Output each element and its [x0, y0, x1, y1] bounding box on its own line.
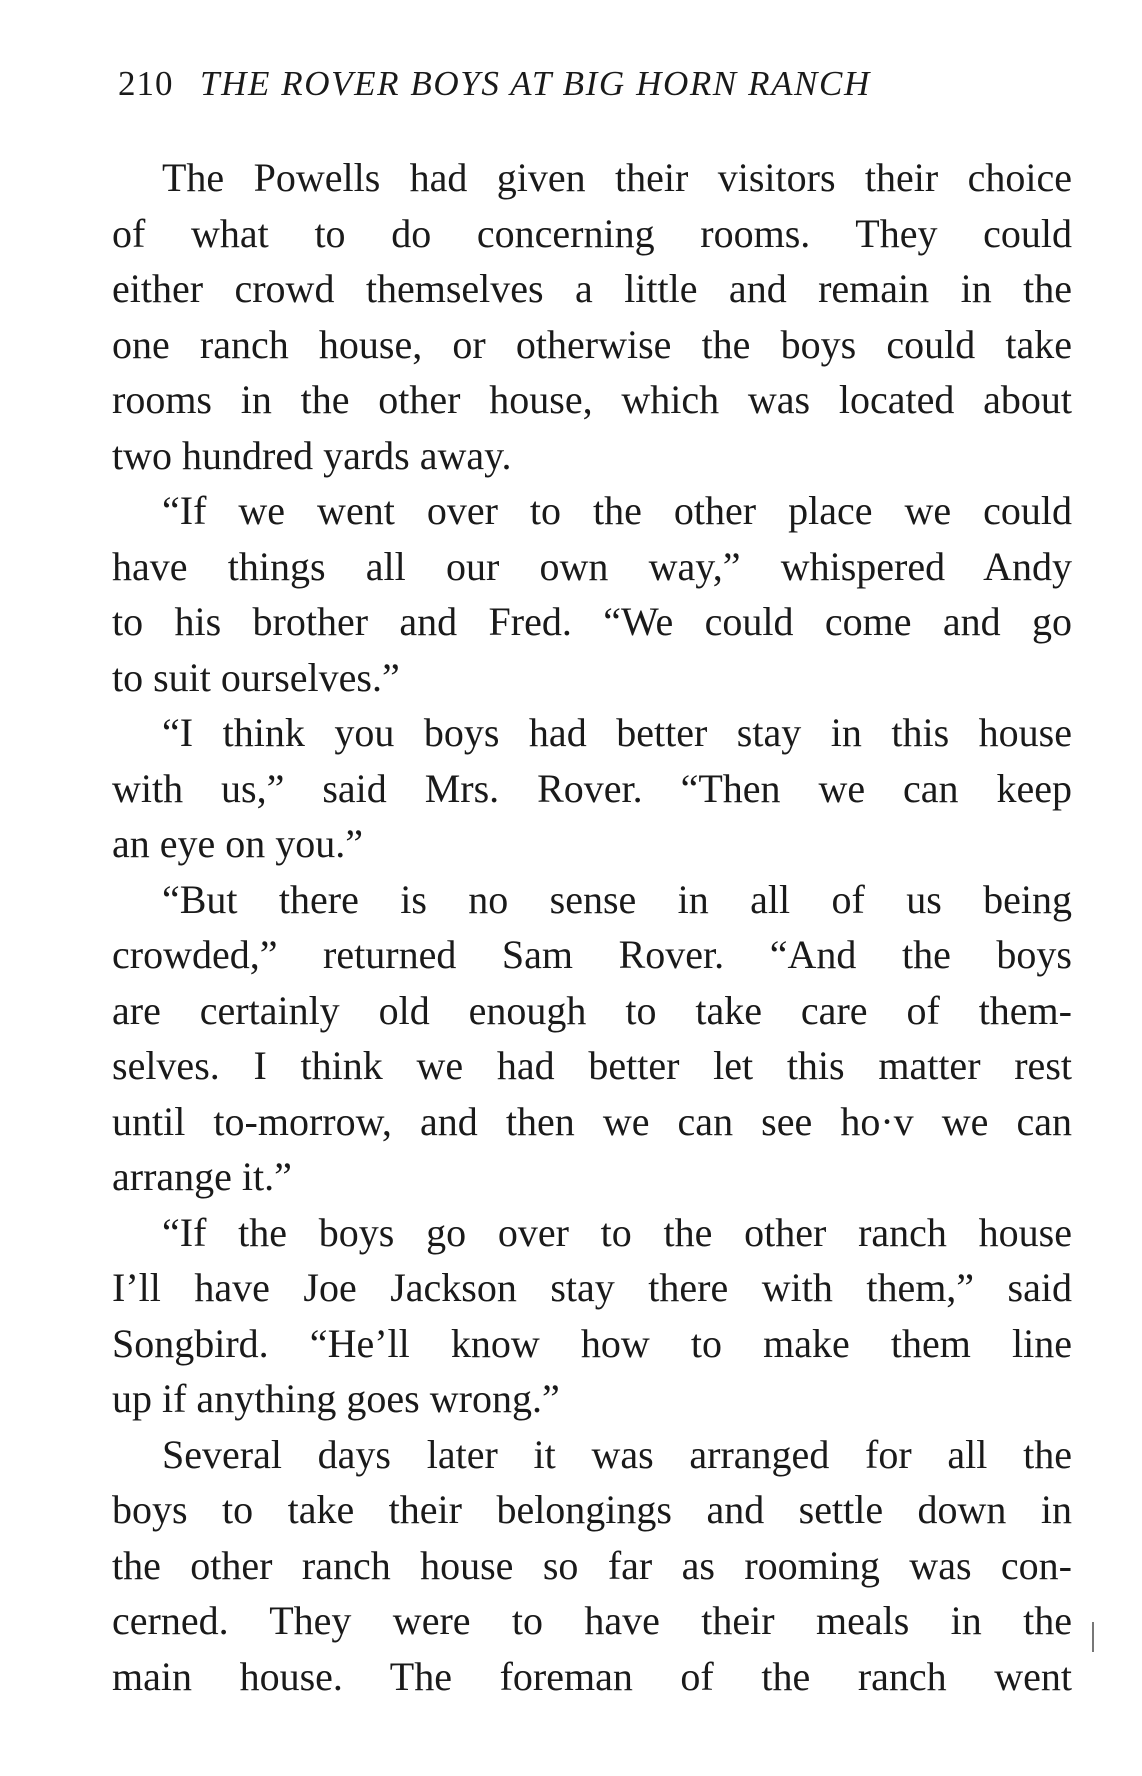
text-line: two hundred yards away. [112, 432, 512, 478]
text-line: are certainly old enough to take care of them- [112, 987, 1072, 1033]
text-line: either crowd themselves a little and remain in the [112, 266, 1072, 311]
text-line: main house. The foreman of the ranch went [112, 1653, 1072, 1699]
text-line: “I think you boys had better stay in this house [162, 710, 1072, 755]
text-line: up if anything goes wrong.” [112, 1376, 560, 1421]
text-line: to his brother and Fred. “We could come and go [112, 599, 1072, 644]
text-line: The Powells had given their visitors their choice [162, 155, 1072, 200]
paragraph [112, 150, 1072, 483]
text-line: “If the boys go over to the other ranch house [162, 1209, 1072, 1255]
text-line: have things all our own way,” whispered Andy [112, 543, 1072, 589]
paragraph [112, 1427, 1072, 1705]
running-head [118, 58, 1018, 108]
text-line: crowded,” returned Sam Rover. “And the boys [112, 932, 1072, 977]
text-line: Songbird. “He’ll know how to make them line [112, 1320, 1072, 1366]
text-line: of what to do concerning rooms. They could [112, 210, 1072, 256]
text-line: the other ranch house so far as rooming was con- [112, 1542, 1072, 1588]
text-line: cerned. They were to have their meals in the [112, 1598, 1072, 1643]
text-line: rooms in the other house, which was located about [112, 377, 1072, 422]
text-line: an eye on you.” [112, 821, 364, 866]
text-line: until to-morrow, and then we can see ho·v we can [112, 1098, 1072, 1144]
body-text [112, 150, 1072, 1704]
text-line: “But there is no sense in all of us being [162, 876, 1072, 922]
paragraph [112, 483, 1072, 705]
page-number: 210 [118, 64, 174, 103]
running-title: THE ROVER BOYS AT BIG HORN RANCH [200, 64, 871, 103]
text-line: with us,” said Mrs. Rover. “Then we can keep [112, 765, 1072, 811]
paragraph [112, 872, 1072, 1205]
text-line: one ranch house, or otherwise the boys could take [112, 321, 1072, 367]
text-line: boys to take their belongings and settle down in [112, 1487, 1072, 1532]
margin-mark [1092, 1622, 1094, 1652]
paragraph [112, 705, 1072, 872]
text-line: to suit ourselves.” [112, 654, 400, 700]
text-line: Several days later it was arranged for all the [162, 1431, 1072, 1477]
text-line: arrange it.” [112, 1154, 292, 1199]
text-line: selves. I think we had better let this matter rest [112, 1043, 1072, 1088]
text-line: I’ll have Joe Jackson stay there with them,” said [112, 1265, 1072, 1310]
paragraph [112, 1205, 1072, 1427]
text-line: “If we went over to the other place we could [162, 488, 1072, 533]
